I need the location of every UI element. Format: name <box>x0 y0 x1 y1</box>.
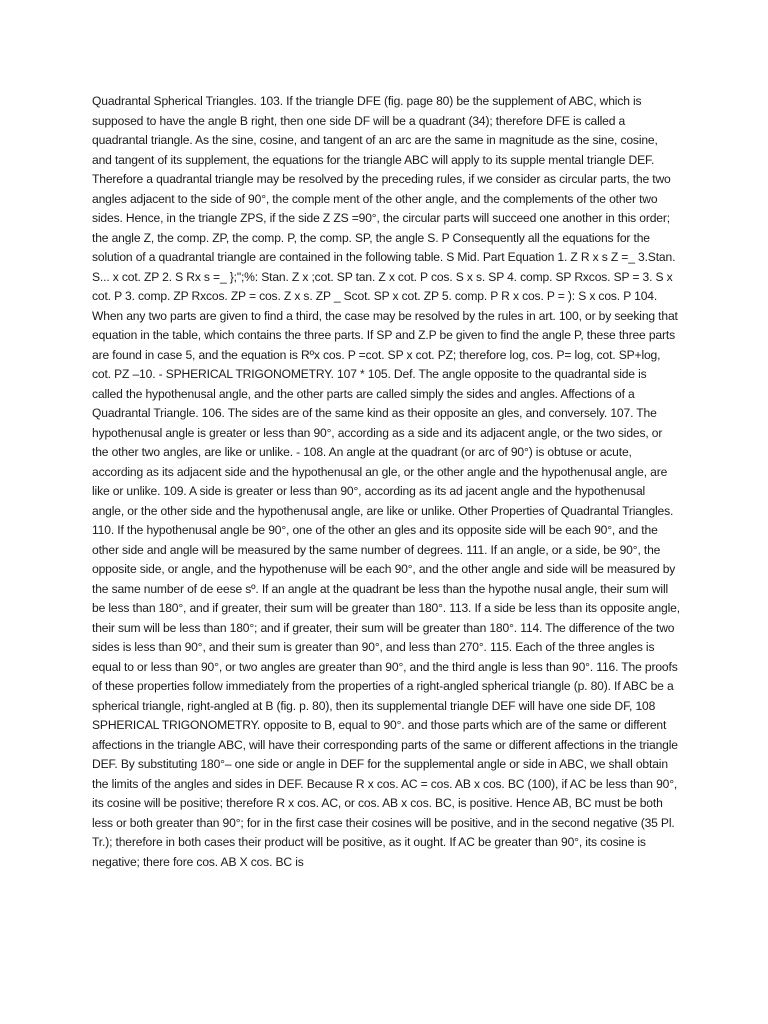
body-paragraph: Quadrantal Spherical Triangles. 103. If the triangle DFE (fig. page 80) be the supplement of ABC, which is supposed to have the angle B right, then one side DF will be a quadrant (34); therefore DFE is called a quadrantal triangle. As the sine, cosine, and tangent of an arc are the same in magnitude as the sine, cosine, and tangent of its supplement, the equations for the triangle ABC will apply to its supple mental triangle DEF. Therefore a quadrantal triangle may be resolved by the preceding rules, if we consider as circular parts, the two angles adjacent to the side of 90°, the comple ment of the other angle, and the complements of the other two sides. Hence, in the triangle ZPS, if the side Z ZS =90°, the circular parts will succeed one another in this order; the angle Z, the comp. ZP, the comp. P, the comp. SP, the angle S. P Consequently all the equations for the solution of a quadrantal triangle are contained in the following table. S Mid. Part Equation 1. Z R x s Z =_ 3.Stan. S... x cot. ZP 2. S Rx s =_ };";%: Stan. Z x ;cot. SP tan. Z x cot. P cos. S x s. SP 4. comp. SP Rxcos. SP = 3. S x cot. P 3. comp. ZP Rxcos. ZP = cos. Z x s. ZP _ Scot. SP x cot. ZP 5. comp. P R x cos. P = ): S x cos. P 104. When any two parts are given to find a third, the case may be resolved by the rules in art. 100, or by seeking that equation in the table, which contains the three parts. If SP and Z.P be given to find the angle P, these three parts are found in case 5, and the equation is Rºx cos. P =cot. SP x cot. PZ; therefore log, cos. P= log, cot. SP+log, cot. PZ –10. - SPHERICAL TRIGONOMETRY. 107 * 105. Def. The angle opposite to the quadrantal side is called the hypothenusal angle, and the other parts are called simply the sides and angles. Affections of a Quadrantal Triangle. 106. The sides are of the same kind as their opposite an gles, and conversely. 107. The hypothenusal angle is greater or less than 90°, according as a side and its adjacent angle, or the two sides, or the other two angles, are like or unlike. - 108. An angle at the quadrant (or arc of 90°) is obtuse or acute, according as its adjacent side and the hypothenusal an gle, or the other angle and the hypothenusal angle, are like or unlike. 109. A side is greater or less than 90°, according as its ad jacent angle and the hypothenusal angle, or the other side and the hypothenusal angle, are like or unlike. Other Properties of Quadrantal Triangles. 110. If the hypothenusal angle be 90°, one of the other an gles and its opposite side will be each 90°, and the other side and angle will be measured by the same number of degrees. 111. If an angle, or a side, be 90°, the opposite side, or angle, and the hypothenuse will be each 90°, and the other angle and side will be measured by the same number of de eese sº. If an angle at the quadrant be less than the hypothe nusal angle, their sum will be less than 180°, and if greater, their sum will be greater than 180°. 113. If a side be less than its opposite angle, their sum will be less than 180°; and if greater, their sum will be greater than 180°. 114. The difference of the two sides is less than 90°, and their sum is greater than 90°, and less than 270°. 115. Each of the three angles is equal to or less than 90°, or two angles are greater than 90°, and the third angle is less than 90°. 116. The proofs of these properties follow immediately from the properties of a right-angled spherical triangle (p. 80). If ABC be a spherical triangle, right-angled at B (fig. p. 80), then its supplemental triangle DEF will have one side DF, 108 SPHERICAL TRIGONOMETRY. opposite to B, equal to 90°. and those parts which are of the same or different affections in the triangle ABC, will have their corresponding parts of the same or different affections in the triangle DEF. By substituting 180°– one side or angle in DEF for the supplemental angle or side in ABC, we shall obtain the limits of the angles and sides in DEF. Because R x cos. AC = cos. AB x cos. BC (100), if AC be less than 90°, its cosine will be positive; therefore R x cos. AC, or cos. AB x cos. BC, is positive. Hence AB, BC must be both less or both greater than 90°; for in the first case their cosines will be positive, and in the second negative (35 Pl. Tr.); therefore in both cases their product will be positive, as it ought. If AC be greater than 90°, its cosine is negative; there fore cos. AB X cos. BC is <box>92 94 680 869</box>
document-page <box>92 92 680 872</box>
